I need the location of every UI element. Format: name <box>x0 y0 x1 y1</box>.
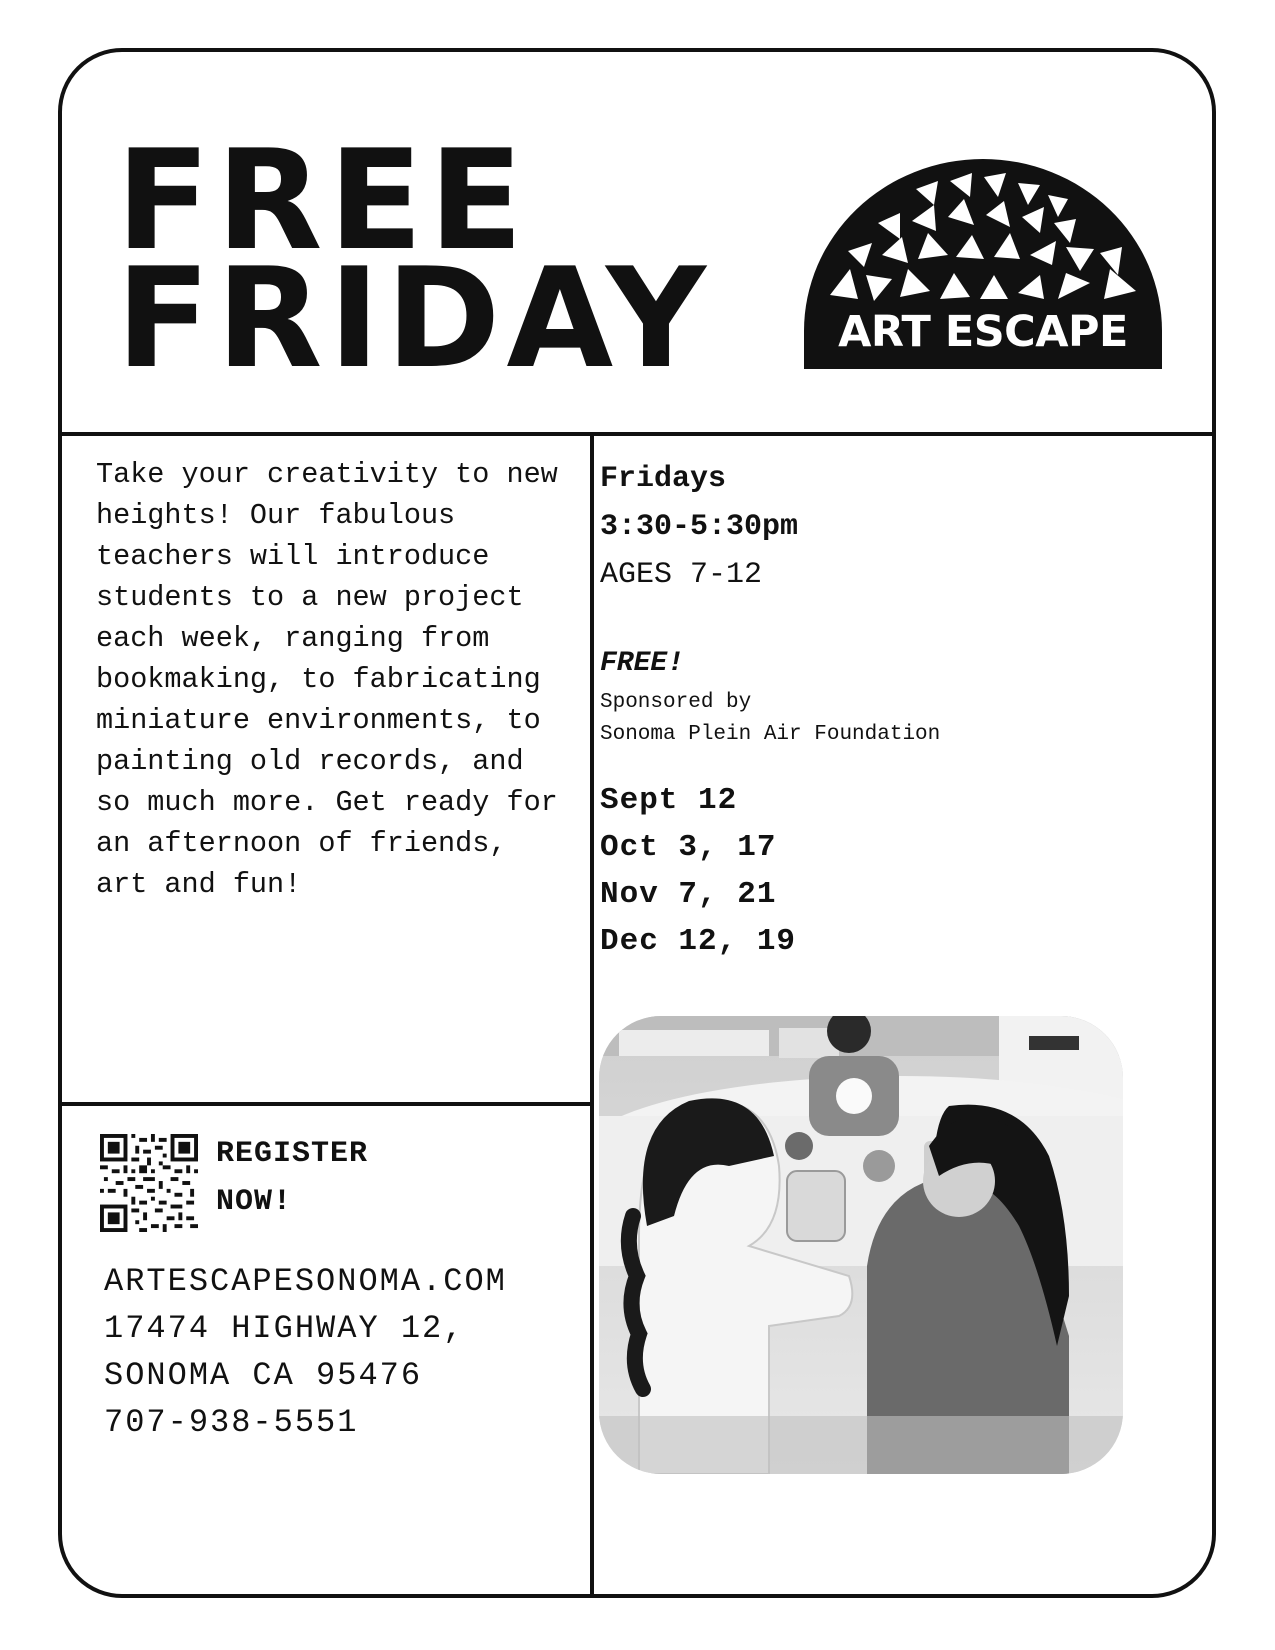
schedule-block <box>600 455 1100 965</box>
sponsor-line-2: Sonoma Plein Air Foundation <box>600 723 941 746</box>
register-now-label[interactable] <box>216 1130 368 1226</box>
headline-line-2: FRIDAY <box>116 238 712 399</box>
children-art-photo <box>599 1016 1123 1474</box>
date-item: Nov 7, 21 <box>600 877 777 912</box>
divider-left <box>62 1102 592 1106</box>
address-line-2: SONOMA CA 95476 <box>104 1357 423 1394</box>
date-list <box>600 777 1100 965</box>
sponsor-line-1: Sponsored by <box>600 691 752 714</box>
schedule-day: Fridays <box>600 462 727 496</box>
photo-illustration <box>599 1016 1123 1474</box>
divider-vertical <box>590 434 594 1594</box>
sponsor-text <box>600 687 1100 751</box>
schedule-time: 3:30-5:30pm <box>600 510 799 544</box>
divider-header <box>62 432 1212 436</box>
flyer-frame <box>58 48 1216 1598</box>
logo-text: ART ESCAPE <box>838 307 1128 357</box>
qr-code-icon[interactable] <box>100 1134 198 1232</box>
headline-line-1: FREE <box>116 120 530 281</box>
schedule-ages: AGES 7-12 <box>600 558 763 592</box>
price-label: FREE! <box>600 648 685 679</box>
website-link[interactable]: ARTESCAPESONOMA.COM <box>104 1263 507 1300</box>
headline <box>116 120 712 399</box>
date-item: Oct 3, 17 <box>600 830 777 865</box>
register-line-2: NOW! <box>216 1185 293 1219</box>
date-item: Dec 12, 19 <box>600 924 797 959</box>
address-line-1: 17474 HIGHWAY 12, <box>104 1310 465 1347</box>
date-item: Sept 12 <box>600 783 738 818</box>
register-line-1: REGISTER <box>216 1137 369 1171</box>
phone-number[interactable]: 707-938-5551 <box>104 1404 359 1441</box>
art-escape-logo <box>804 159 1162 369</box>
contact-block <box>104 1258 507 1446</box>
intro-paragraph: Take your creativity to new heights! Our fabulous teachers will introduce students to a new project each week, ranging from bookmaking, to fabricating miniature environments, to painting old records, and so much more. Get ready for an afternoon of friends, art and fun! <box>96 458 558 901</box>
